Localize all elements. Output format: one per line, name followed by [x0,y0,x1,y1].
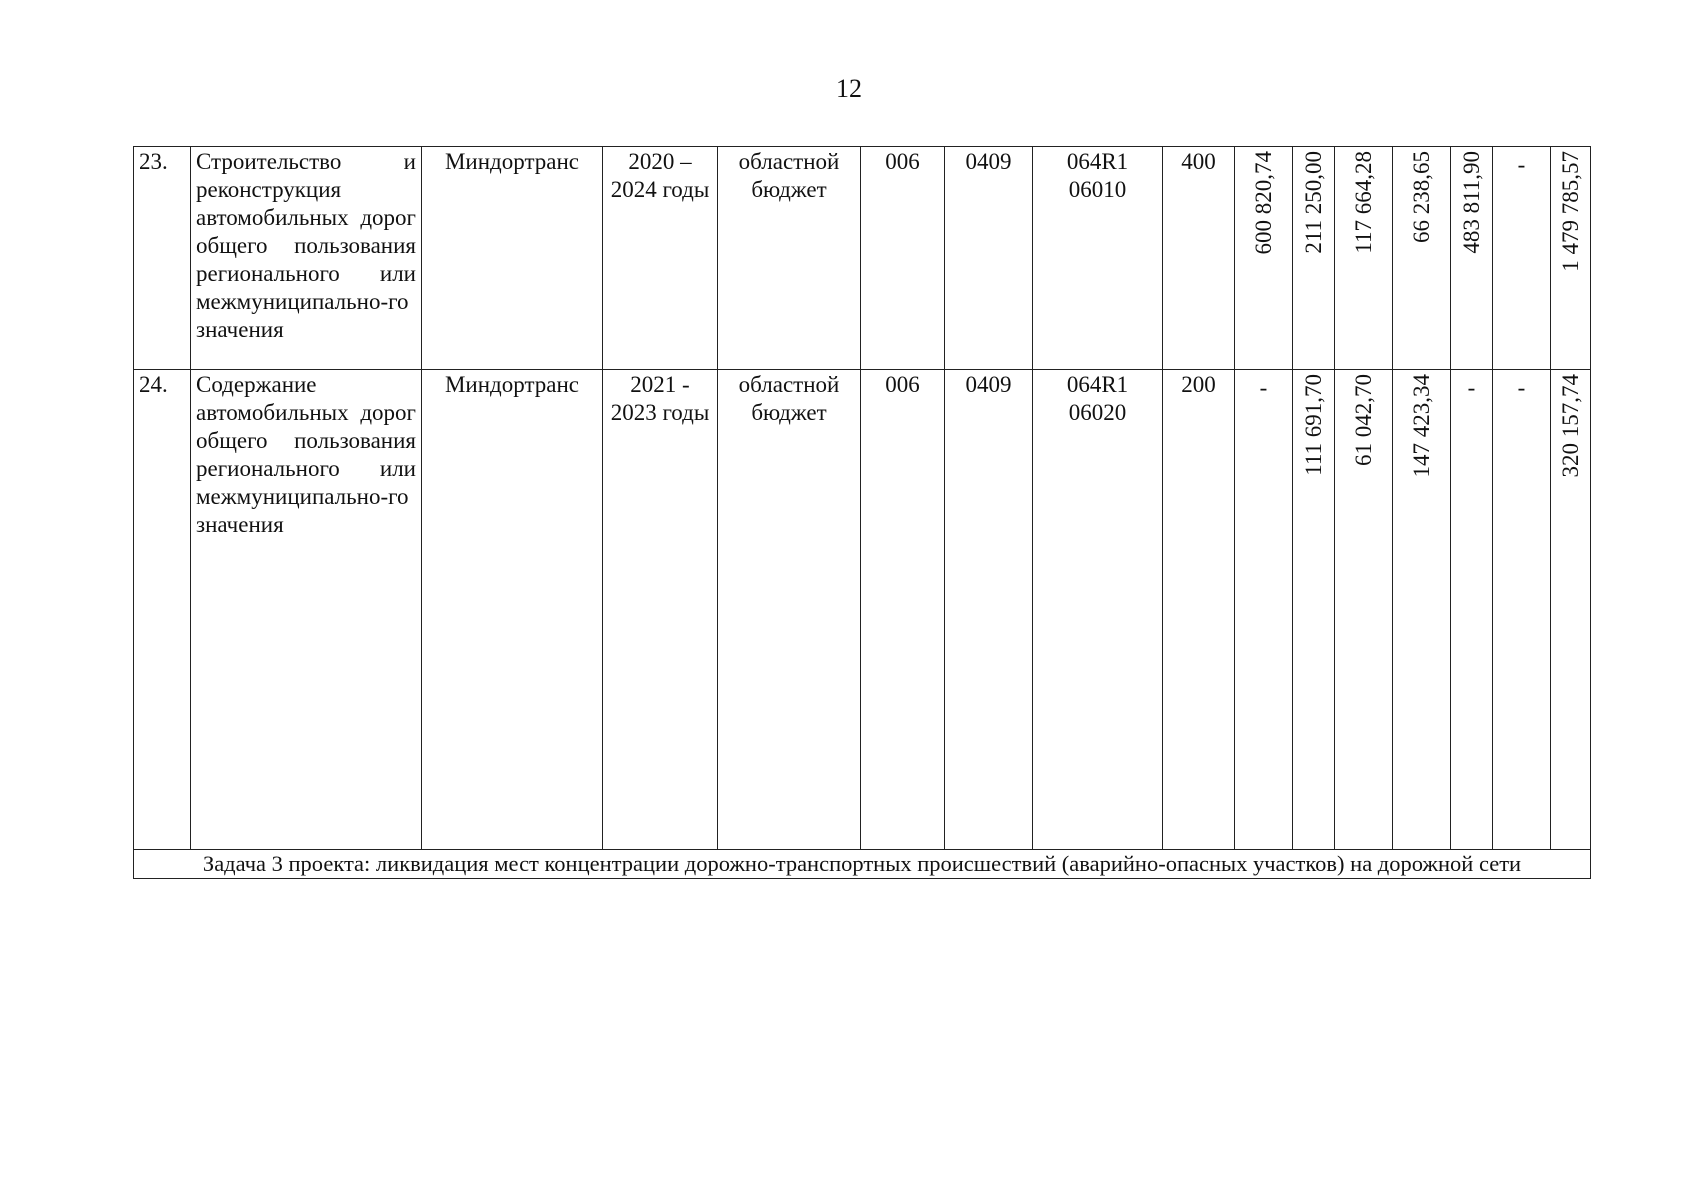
period: 2020 – 2024 годы [603,147,718,370]
amount-total-cell [1551,370,1591,850]
amount-value: 111 691,70 [1300,374,1326,476]
amount-cell [1293,147,1335,370]
measure-name: Строительство и реконструкция автомобильных дорог общего пользования регионального или межмуниципально-го значения [191,147,422,370]
amount-cell [1335,147,1393,370]
page-number: 12 [836,74,862,103]
amount-cell [1235,147,1293,370]
measure-name: Содержание автомобильных дорог общего пользования регионального или межмуниципально-го значения [191,370,422,850]
rzpr-code: 0409 [945,370,1033,850]
amount-value: - [1517,375,1526,400]
amount-value: - [1467,375,1476,400]
executor: Миндортранс [422,147,603,370]
csr-code: 064R1 06020 [1033,370,1163,850]
amount-value: 600 820,74 [1250,151,1276,255]
funding-source: областной бюджет [718,370,861,850]
amount-value: 211 250,00 [1300,151,1326,254]
table-row [134,147,1591,370]
amount-cell [1451,147,1493,370]
row-number: 23. [134,147,191,370]
rzpr-code: 0409 [945,147,1033,370]
table-row [134,370,1591,850]
task-heading: Задача 3 проекта: ликвидация мест концентрации дорожно-транспортных происшествий (аварийно-опасных участков) на дорожной сети [134,850,1591,879]
vr-code: 200 [1163,370,1235,850]
amount-value: - [1259,375,1268,400]
amount-total: 1 479 785,57 [1557,151,1583,272]
amount-value: - [1517,152,1526,177]
amount-cell [1393,147,1451,370]
csr-code: 064R1 06010 [1033,147,1163,370]
amount-value: 147 423,34 [1408,374,1434,478]
period: 2021 - 2023 годы [603,370,718,850]
vr-code: 400 [1163,147,1235,370]
amount-value: 117 664,28 [1350,151,1376,254]
amount-cell [1493,147,1551,370]
budget-table [133,146,1591,879]
grbs-code: 006 [861,147,945,370]
amount-value: 61 042,70 [1350,374,1376,466]
amount-cell [1451,370,1493,850]
funding-source: областной бюджет [718,147,861,370]
amount-value: 66 238,65 [1408,151,1434,243]
grbs-code: 006 [861,370,945,850]
amount-total-cell [1551,147,1591,370]
executor: Миндортранс [422,370,603,850]
amount-cell [1493,370,1551,850]
amount-value: 483 811,90 [1458,151,1484,254]
amount-cell [1393,370,1451,850]
task-row [134,850,1591,879]
amount-cell [1335,370,1393,850]
amount-cell [1235,370,1293,850]
amount-total: 320 157,74 [1557,374,1583,478]
amount-cell [1293,370,1335,850]
row-number: 24. [134,370,191,850]
